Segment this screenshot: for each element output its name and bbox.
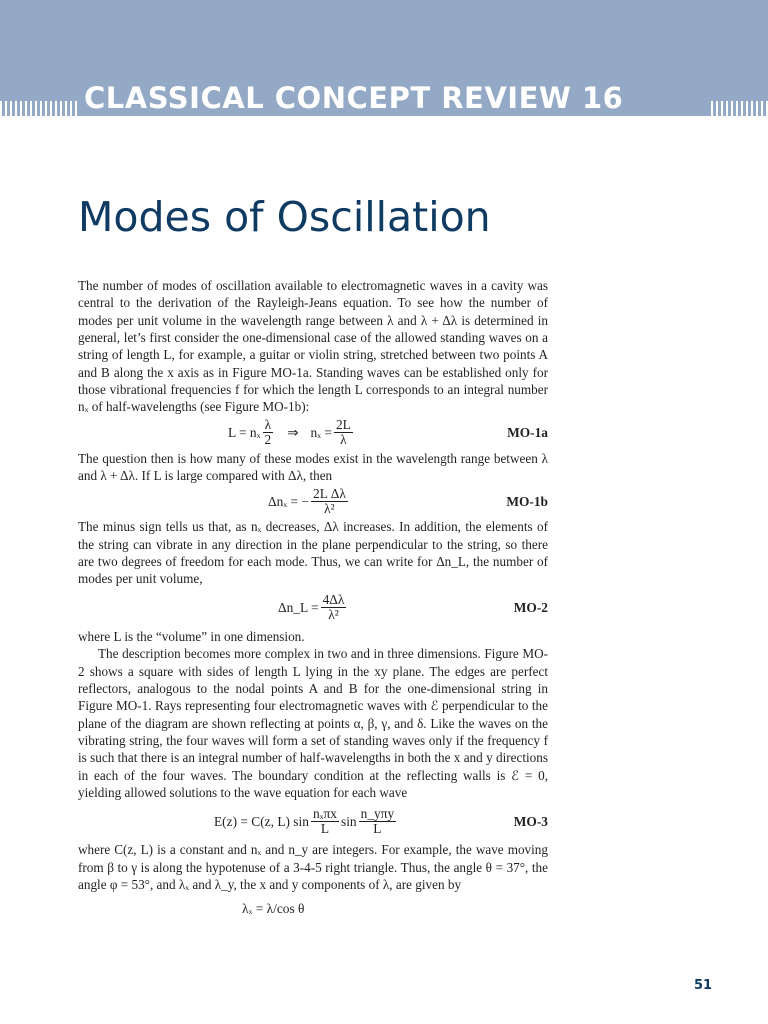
equation-lambda-x xyxy=(78,893,548,923)
eq-mo1a-num1: λ xyxy=(264,417,272,433)
equation-mo1b-math xyxy=(268,487,350,516)
eq-mo1a-num2: 2L xyxy=(335,417,351,433)
equation-mo1b xyxy=(78,484,548,518)
eq-mo1a-den2: λ xyxy=(340,432,347,448)
eq-mo2-lhs: Δn_L = xyxy=(278,600,319,616)
eq-mo3-num1: nₓπx xyxy=(312,805,337,821)
equation-mo3 xyxy=(78,801,548,841)
eq-mo1a-den1: 2 xyxy=(264,432,272,448)
banner-title: CLASSICAL CONCEPT REVIEW 16 xyxy=(84,81,624,115)
eq-mo3-den2: L xyxy=(373,820,382,836)
equation-mo1a-math xyxy=(228,418,355,447)
eq-mo1b-fraction xyxy=(311,487,348,516)
eq-lambda-x: λₓ = λ/cos θ xyxy=(242,900,305,916)
paragraph-intro: The number of modes of oscillation available to electromagnetic waves in a cavity was central to the derivation of the Rayleigh-Jeans equation. To see how the number of modes per unit volume in the wavelength range between λ and λ + Δλ is determined in general, let’s first consider the one-dimensional case of the allowed standing waves on a string of length L, for example, a guitar or violin string, stretched between two points A and B along the x axis as in Figure MO-1a. Standing waves can be established only for those vibrational frequencies f for which the length L corresponds to an integral number nₓ of half-wavelengths (see Figure MO-1b): xyxy=(78,278,548,415)
equation-tag-mo1b: MO-1b xyxy=(506,493,548,509)
equation-mo2 xyxy=(78,588,548,628)
eq-mo3-den1: L xyxy=(320,820,330,836)
eq-mo1a-lhs: L = nₓ xyxy=(228,425,261,441)
eq-mo1b-num: 2L Δλ xyxy=(313,485,346,501)
equation-mo2-math xyxy=(278,593,348,622)
paragraph-two-three-dim: The description becomes more complex in two and in three dimensions. Figure MO-2 shows a square with sides of length L lying in the xy plane. The edges are perfect reflectors, analogous to the nodal points A and B for the one-dimensional string in Figure MO-1. Rays representing four electromagnetic waves with ℰ perpendicular to the plane of the diagram are shown reflecting at points α, β, γ, and δ. Like the waves on the vibrating string, the four waves will form a set of standing waves only if the frequency f is such that there is an integral number of half-wavelengths in both the x and y directions in each of the four waves. The boundary condition at the reflecting walls is ℰ = 0, yielding allowed solutions to the wave equation for each wave xyxy=(78,646,548,800)
equation-mo3-math xyxy=(214,807,398,836)
eq-mo2-num: 4Δλ xyxy=(322,592,345,608)
equation-mo1a xyxy=(78,416,548,450)
page-title: Modes of Oscillation xyxy=(78,193,491,241)
eq-mo1b-lhs: Δnₓ = − xyxy=(268,493,309,509)
eq-mo1b-den: λ² xyxy=(324,500,335,516)
paragraph-question: The question then is how many of these modes exist in the wavelength range between λ and λ + Δλ. If L is large compared with Δλ, then xyxy=(78,450,548,484)
equation-tag-mo1a: MO-1a xyxy=(507,425,548,441)
article-body xyxy=(78,277,548,923)
eq-mo3-sin2: sin xyxy=(340,813,357,829)
equation-tag-mo2: MO-2 xyxy=(513,600,548,616)
paragraph-minus-sign: The minus sign tells us that, as nₓ decreases, Δλ increases. In addition, the elements of the string can vibrate in any direction in the plane perpendicular to the string, so there are two degrees of freedom for each mode. Thus, we can write for Δn_L, the number of modes per unit volume, xyxy=(78,519,548,587)
banner-tick-marks-right xyxy=(711,101,768,116)
paragraph-volume: where L is the “volume” in one dimension. xyxy=(78,628,305,644)
eq-mo3-num2: n_yπy xyxy=(360,805,395,821)
page-number: 51 xyxy=(694,978,713,993)
eq-mo2-den: λ² xyxy=(328,607,339,623)
paragraph-constant: where C(z, L) is a constant and nₓ and n_y are integers. For example, the wave moving from β to γ is along the hypotenuse of a 3-4-5 right triangle. Thus, the angle θ = 37°, the angle φ = 53°, and λₓ and λ_y, the x and y components of λ, are given by xyxy=(78,842,548,892)
banner-tick-marks-left xyxy=(0,101,80,116)
eq-mo1a-fraction-2 xyxy=(334,418,353,447)
eq-mo1a-fraction-1 xyxy=(263,418,274,447)
eq-mo1a-mid: nₓ = xyxy=(310,425,332,441)
header-banner xyxy=(0,0,768,116)
eq-mo3-fraction-2 xyxy=(359,807,397,836)
eq-mo2-fraction xyxy=(321,593,347,622)
eq-mo3-lhs: E(z) = C(z, L) sin xyxy=(214,813,309,829)
eq-mo3-fraction-1 xyxy=(311,807,339,836)
equation-tag-mo3: MO-3 xyxy=(513,813,548,829)
eq-mo1a-arrow: ⇒ xyxy=(287,425,299,441)
